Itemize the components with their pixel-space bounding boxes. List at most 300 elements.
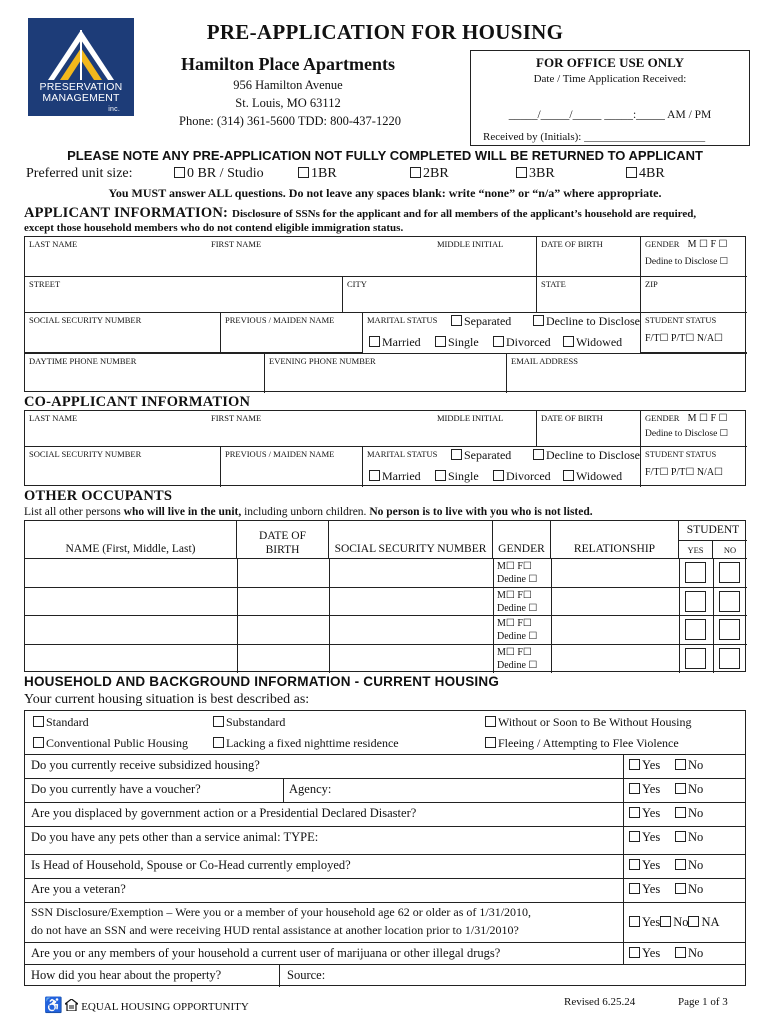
occupants-header-row [25,521,747,559]
no-option[interactable] [675,858,703,873]
column-divider [679,588,680,617]
checkbox-icon[interactable] [493,470,504,481]
student-no-checkbox[interactable] [719,591,740,612]
occupant-name-field[interactable] [25,588,237,617]
yes-option[interactable] [629,758,660,773]
unit-option-label: 4BR [639,166,665,181]
heard-row [25,965,745,987]
occupant-dob-field[interactable] [237,645,329,674]
situation-opt-no-residence[interactable] [213,736,399,751]
checkbox-icon[interactable] [516,167,527,178]
occupant-gender-field[interactable] [497,646,537,672]
situation-opt-fleeing[interactable] [485,736,679,751]
intro-part-bold: No person is to live with you who is not listed. [369,506,593,518]
checkbox-icon[interactable] [688,916,699,927]
gender-decline-option[interactable]: Dedine ☐ [497,574,538,585]
checkbox-icon[interactable] [174,167,185,178]
occupant-relationship-field[interactable] [551,616,679,645]
marital-opt-divorced[interactable] [493,469,551,484]
divider [623,903,624,942]
checkbox-icon[interactable] [369,336,380,347]
email-label: EMAIL ADDRESS [511,356,578,366]
checkbox-icon[interactable] [675,859,686,870]
coapp-first-name-field[interactable] [207,411,537,447]
applicant-heading: APPLICANT INFORMATION: [24,205,229,221]
office-received-by-field[interactable]: Received by (Initials): ______________________ [483,131,706,143]
gender-decline-option[interactable]: Dedine ☐ [497,659,538,671]
applicant-email-field[interactable] [507,353,747,393]
coapp-gender-field[interactable] [641,411,747,447]
option-label: Yes [642,830,661,844]
option-label: Yes [642,758,661,772]
must-answer-note: You MUST answer ALL questions. Do not leave any spaces blank: write “none” or “n/a” where appropriate. [108,186,662,200]
occupants-intro [24,506,593,518]
occupant-ssn-field[interactable] [329,588,493,617]
marital-opt-label: Married [382,335,421,349]
occupant-ssn-field[interactable] [329,645,493,674]
situation-opt-without-housing[interactable] [485,715,691,730]
checkbox-icon[interactable] [485,716,496,727]
column-divider [493,645,494,674]
agency-field[interactable]: Agency: [289,782,332,796]
coapplicant-heading: CO-APPLICANT INFORMATION [24,394,251,410]
col-gender-header: GENDER [493,521,551,559]
gender-decline-option[interactable]: Dedine ☐ [497,631,538,642]
intro-part: including unborn children. [241,506,370,518]
divider [279,965,280,987]
option-label: Yes [642,782,661,796]
checkbox-icon[interactable] [675,883,686,894]
situation-label: Lacking a fixed nighttime residence [226,736,399,750]
day-phone-label: DAYTIME PHONE NUMBER [29,356,137,366]
col-dob-header: DATE OF BIRTH [237,521,329,559]
office-use-heading: FOR OFFICE USE ONLY [536,55,684,70]
company-logo [28,18,134,116]
drugs-row [25,943,745,965]
checkbox-icon[interactable] [675,947,686,958]
situation-opt-public-housing[interactable] [33,736,188,751]
coapp-dob-field[interactable] [537,411,641,447]
applicant-zip-field[interactable] [641,277,747,313]
drugs-yes-option[interactable] [629,946,660,961]
ssn-opt-label: NA [701,915,720,929]
prev-name-label: PREVIOUS / MAIDEN NAME [225,449,335,459]
gender-options[interactable]: M ☐ F ☐ [687,239,728,250]
occupant-gender-field[interactable] [497,589,537,615]
column-divider [713,588,714,617]
question-text: Is Head of Household, Spouse or Co-Head currently employed? [31,858,351,872]
student-yes-checkbox[interactable] [685,648,706,669]
student-yes-checkbox[interactable] [685,562,706,583]
checkbox-icon[interactable] [451,449,462,460]
divider [623,779,624,802]
option-label: No [688,858,704,872]
student-no-checkbox[interactable] [719,619,740,640]
applicant-city-field[interactable] [343,277,537,313]
column-divider [493,616,494,645]
coapplicant-grid [24,410,746,486]
ssn-question-a: SSN Disclosure/Exemption – Were you or a member of your household age 62 or older as of 1/31/2010, [31,905,532,919]
option-label: No [688,758,704,772]
housing-situation-options [25,711,745,755]
dob-label: DATE OF BIRTH [541,413,603,423]
col-no-header: NO [723,545,737,555]
occupant-name-field[interactable] [25,559,237,588]
yes-option[interactable] [629,806,660,821]
applicant-dob-field[interactable] [537,237,641,277]
applicant-day-phone-field[interactable] [25,353,265,393]
source-field[interactable]: Source: [287,968,326,982]
student-yes-checkbox[interactable] [685,591,706,612]
marital-opt-single[interactable] [435,469,479,484]
marital-opt-label: Separated [464,448,512,462]
checkbox-icon[interactable] [33,716,44,727]
marital-opt-label: Married [382,469,421,483]
checkbox-icon[interactable] [660,916,671,927]
coapp-ssn-field[interactable] [25,447,221,487]
checkbox-icon[interactable] [493,336,504,347]
applicant-last-name-field[interactable] [25,237,207,277]
occupants-table [24,520,746,672]
gender-mf-options[interactable]: M☐ F☐ [497,618,532,629]
marital-opt-separated[interactable] [451,314,511,329]
page-title: PRE-APPLICATION FOR HOUSING [206,20,564,44]
option-label: No [688,830,704,844]
coapp-marital-field [363,447,641,487]
occupant-name-field[interactable] [25,645,237,674]
no-label: No [688,946,704,960]
occupant-row [25,559,747,588]
yes-option[interactable] [629,830,660,845]
yes-no-question-row [25,879,745,903]
checkbox-icon[interactable] [675,807,686,818]
drugs-no-option[interactable] [675,946,703,961]
checkbox-icon[interactable] [435,336,446,347]
drugs-question: Are you or any members of your household a current user of marijuana or other illegal drugs? [31,946,501,960]
no-option[interactable] [675,782,703,797]
applicant-first-name-field[interactable] [207,237,537,277]
coapp-last-name-field[interactable] [25,411,207,447]
accessibility-icon: ♿ [44,998,63,1014]
yes-no-question-row [25,755,745,779]
column-divider [713,616,714,645]
marital-opt-label: Widowed [576,335,623,349]
situation-opt-standard[interactable] [33,715,89,730]
applicant-eve-phone-field[interactable] [265,353,507,393]
situation-label: Standard [46,715,89,729]
column-divider [493,588,494,617]
occupant-ssn-field[interactable] [329,559,493,588]
first-name-label: FIRST NAME [211,239,262,249]
marital-label: MARITAL STATUS [367,449,438,459]
marital-opt-label: Decline to Disclose [546,314,640,328]
occupant-relationship-field[interactable] [551,645,679,674]
gender-mf-options[interactable]: M☐ F☐ [497,646,532,658]
no-option[interactable] [675,830,703,845]
gender-decline-option[interactable]: Dedine to Disclose ☐ [645,429,729,439]
applicant-grid [24,236,746,392]
intro-part-bold: who will live in the unit, [123,506,242,518]
street-label: STREET [29,279,61,289]
preferred-unit-label: Preferred unit size: [26,166,133,181]
checkbox-icon[interactable] [533,315,544,326]
marital-opt-label: Separated [464,314,512,328]
ssn-disclosure-row [25,903,745,943]
divider [623,803,624,826]
option-label: Yes [642,858,661,872]
column-divider [493,559,494,588]
applicant-state-field[interactable] [537,277,641,313]
option-label: No [688,806,704,820]
col-yes-header: YES [679,541,713,559]
logo-line-3: inc. [108,106,120,113]
state-label: STATE [541,279,566,289]
applicant-gender-field[interactable] [641,237,747,277]
checkbox-icon[interactable] [629,807,640,818]
checkbox-icon[interactable] [213,737,224,748]
incomplete-notice: PLEASE NOTE ANY PRE-APPLICATION NOT FULLY COMPLETED WILL BE RETURNED TO APPLICANT [67,148,703,163]
housing-situation-label: Your current housing situation is best described as: [24,692,310,707]
situation-label: Without or Soon to Be Without Housing [498,715,692,729]
middle-initial-label: MIDDLE INITIAL [437,239,504,249]
heard-question: How did you hear about the property? [31,968,222,982]
checkbox-icon[interactable] [629,916,640,927]
student-options[interactable]: F/T☐ P/T☐ N/A☐ [645,333,724,344]
gender-decline-option[interactable]: Dedine to Disclose ☐ [645,257,729,267]
checkbox-icon[interactable] [33,737,44,748]
eho-footer [44,996,249,1015]
marital-opt-widowed[interactable] [563,469,622,484]
checkbox-icon[interactable] [298,167,309,178]
applicant-student-field [641,313,747,353]
household-heading: HOUSEHOLD AND BACKGROUND INFORMATION - CURRENT HOUSING [24,674,500,689]
first-name-label: FIRST NAME [211,413,262,423]
unit-option-4br[interactable] [626,166,665,182]
checkbox-icon[interactable] [563,336,574,347]
eve-phone-label: EVENING PHONE NUMBER [269,356,376,366]
marital-opt-label: Decline to Disclose [546,448,640,462]
city-label: CITY [347,279,367,289]
checkbox-icon[interactable] [485,737,496,748]
checkbox-icon[interactable] [626,167,637,178]
gender-mf-options[interactable]: M☐ F☐ [497,561,532,572]
situation-label: Substandard [226,715,286,729]
yes-label: Yes [642,946,661,960]
divider [623,879,624,902]
applicant-prev-name-field[interactable] [221,313,363,353]
question-text: Are you a veteran? [31,882,126,896]
col-relationship-header: RELATIONSHIP [551,521,679,559]
column-divider [679,645,680,674]
no-option[interactable] [675,758,703,773]
ssn-label: SOCIAL SECURITY NUMBER [29,449,142,459]
student-yes-checkbox[interactable] [685,619,706,640]
property-phone: Phone: (314) 361-5600 TDD: 800-437-1220 [179,114,401,128]
checkbox-icon[interactable] [533,449,544,460]
unit-option-1br[interactable] [298,166,337,182]
unit-option-studio[interactable] [174,166,264,182]
yes-no-question-row [25,803,745,827]
checkbox-icon[interactable] [369,470,380,481]
occupant-name-field[interactable] [25,616,237,645]
yes-option[interactable] [629,882,660,897]
situation-label: Fleeing / Attempting to Flee Violence [498,736,679,750]
col-student-header: STUDENT [679,521,747,541]
preferred-unit-size [26,166,750,184]
occupant-dob-field[interactable] [237,616,329,645]
coapp-prev-name-field[interactable] [221,447,363,487]
occupant-row [25,588,747,617]
occupant-relationship-field[interactable] [551,588,679,617]
household-table [24,710,746,986]
occupant-ssn-field[interactable] [329,616,493,645]
divider [623,855,624,878]
applicant-heading-row [24,204,754,222]
marital-opt-label: Widowed [576,469,623,483]
checkbox-icon[interactable] [629,783,640,794]
col-ssn-header: SOCIAL SECURITY NUMBER [329,521,493,559]
marital-opt-decline[interactable] [533,448,640,463]
student-no-checkbox[interactable] [719,648,740,669]
unit-option-3br[interactable] [516,166,555,182]
yes-option[interactable] [629,782,660,797]
yes-option[interactable] [629,858,660,873]
divider [623,943,624,964]
unit-option-label: 0 BR / Studio [187,166,264,181]
marital-opt-married[interactable] [369,469,421,484]
student-status-label: STUDENT STATUS [645,449,717,459]
gender-decline-option[interactable]: Dedine ☐ [497,602,538,614]
divider [623,755,624,778]
marital-opt-label: Divorced [506,469,551,483]
gender-label: GENDER [645,413,680,423]
applicant-sub-a: Disclosure of SSNs for the applicant and for all members of the applicant’s household are required, [232,208,697,220]
checkbox-icon[interactable] [435,470,446,481]
column-divider [679,616,680,645]
student-options[interactable]: F/T☐ P/T☐ N/A☐ [645,467,724,478]
question-text: Do you have any pets other than a service animal: TYPE: [31,830,319,844]
occupant-relationship-field[interactable] [551,559,679,588]
dob-label: DATE OF BIRTH [541,239,603,249]
last-name-label: LAST NAME [29,239,78,249]
student-status-label: STUDENT STATUS [645,315,717,325]
no-option[interactable] [675,806,703,821]
coapp-student-field [641,447,747,487]
equal-housing-icon [65,999,78,1011]
marital-opt-label: Divorced [506,335,551,349]
logo-line-1: PRESERVATION [39,81,123,93]
checkbox-icon[interactable] [451,315,462,326]
marital-opt-divorced[interactable] [493,335,551,350]
option-label: No [688,882,704,896]
no-option[interactable] [675,882,703,897]
occupant-row [25,616,747,645]
office-datetime-label: Date / Time Application Received: [533,73,687,85]
checkbox-icon[interactable] [629,883,640,894]
divider [623,827,624,854]
property-address-2: St. Louis, MO 63112 [235,96,341,110]
office-datetime-field[interactable]: _____/_____/_____ _____:_____ AM / PM [508,109,712,121]
marital-opt-label: Single [448,469,479,483]
checkbox-icon[interactable] [213,716,224,727]
checkbox-icon[interactable] [563,470,574,481]
ssn-opt-label: Yes [642,915,661,929]
eho-text: EQUAL HOUSING OPPORTUNITY [81,1001,249,1013]
gender-mf-options[interactable]: M☐ F☐ [497,589,532,601]
middle-initial-label: MIDDLE INITIAL [437,413,504,423]
checkbox-icon[interactable] [410,167,421,178]
checkbox-icon[interactable] [675,783,686,794]
yes-no-question-row [25,855,745,879]
gender-options[interactable]: M ☐ F ☐ [687,413,728,424]
marital-opt-married[interactable] [369,335,421,350]
marital-opt-widowed[interactable] [563,335,622,350]
occupant-gender-field[interactable] [497,560,537,586]
situation-label: Conventional Public Housing [46,736,188,750]
unit-option-label: 3BR [529,166,555,181]
marital-label: MARITAL STATUS [367,315,438,325]
page-number: Page 1 of 3 [678,996,728,1008]
marital-opt-single[interactable] [435,335,479,350]
option-label: No [688,782,704,796]
col-name-header: NAME (First, Middle, Last) [25,521,237,559]
property-name: Hamilton Place Apartments [181,54,395,74]
question-text: Do you currently have a voucher? [31,782,201,796]
applicant-marital-field [363,313,641,353]
occupant-row [25,645,747,674]
office-use-box [470,50,750,146]
option-label: Yes [642,882,661,896]
applicant-street-field[interactable] [25,277,343,313]
occupant-dob-field[interactable] [237,588,329,617]
marital-opt-separated[interactable] [451,448,511,463]
ssn-label: SOCIAL SECURITY NUMBER [29,315,142,325]
checkbox-icon[interactable] [629,759,640,770]
situation-opt-substandard[interactable] [213,715,285,730]
last-name-label: LAST NAME [29,413,78,423]
column-divider [713,559,714,588]
marital-opt-decline[interactable] [533,314,640,329]
unit-option-label: 1BR [311,166,337,181]
checkbox-icon[interactable] [675,831,686,842]
prev-name-label: PREVIOUS / MAIDEN NAME [225,315,335,325]
checkbox-icon[interactable] [675,759,686,770]
revised-date: Revised 6.25.24 [564,996,636,1008]
unit-option-2br[interactable] [410,166,449,182]
intro-part: List all other persons [24,506,124,518]
ssn-opt-label: No [673,915,689,929]
yes-no-question-row [25,827,745,855]
divider [283,779,284,802]
student-no-checkbox[interactable] [719,562,740,583]
ssn-options[interactable] [629,915,720,930]
logo-line-2: MANAGEMENT [42,92,120,104]
occupant-gender-field[interactable] [497,617,537,643]
marital-opt-label: Single [448,335,479,349]
column-divider [713,645,714,674]
yes-no-question-row [25,779,745,803]
option-label: Yes [642,806,661,820]
checkbox-icon[interactable] [629,947,640,958]
applicant-ssn-field[interactable] [25,313,221,353]
column-divider [679,559,680,588]
gender-label: GENDER [645,239,680,249]
checkbox-icon[interactable] [629,859,640,870]
checkbox-icon[interactable] [629,831,640,842]
unit-option-label: 2BR [423,166,449,181]
occupant-dob-field[interactable] [237,559,329,588]
question-text: Are you displaced by government action or a Presidential Declared Disaster? [31,806,417,820]
